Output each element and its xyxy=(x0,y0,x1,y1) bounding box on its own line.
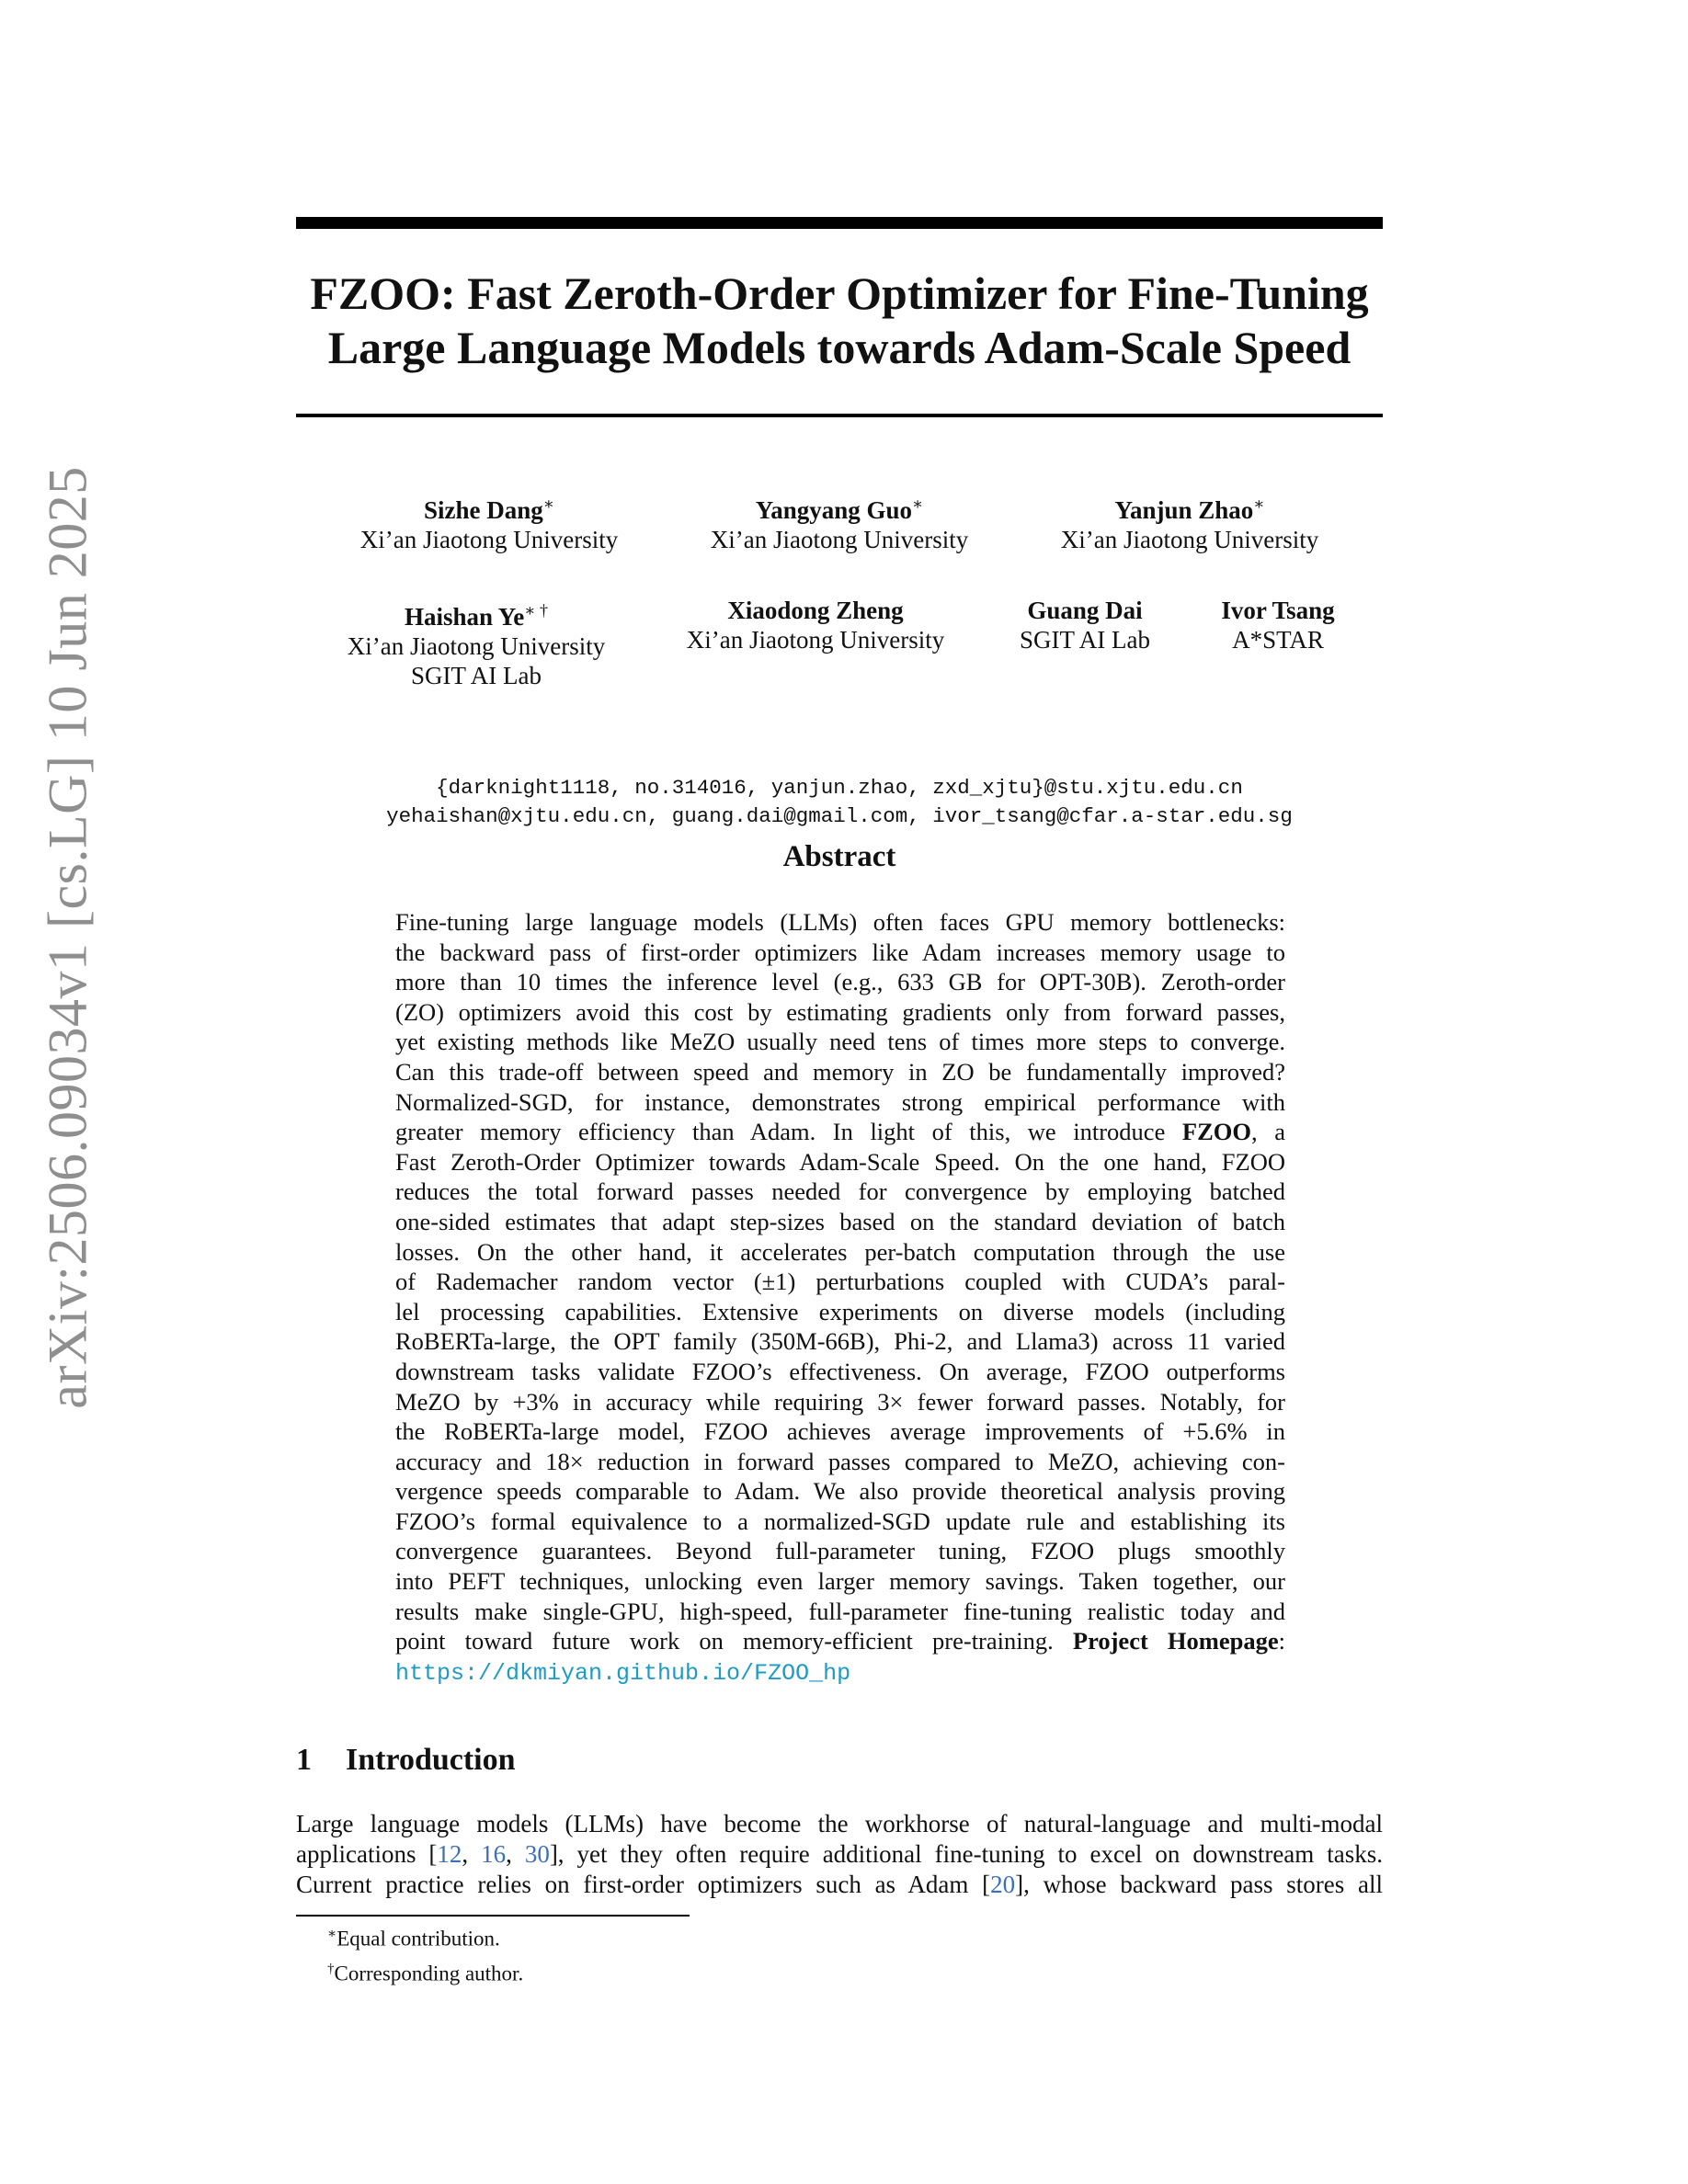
abstract-line: reduces the total forward passes needed for convergence by employing batched xyxy=(395,1177,1285,1206)
citation-link[interactable]: 12 xyxy=(437,1840,462,1868)
author-affiliation: Xi’an Jiaotong University xyxy=(359,526,619,553)
abstract-line: more than 10 times the inference level (e.g., 633 GB for OPT-30B). Zeroth-order xyxy=(395,968,1285,996)
citation-link[interactable]: 30 xyxy=(524,1840,550,1868)
author-name: Sizhe Dang xyxy=(423,496,543,524)
abstract-line: results make single-GPU, high-speed, full-parameter fine-tuning realistic today and xyxy=(395,1597,1285,1625)
intro-line: Large language models (LLMs) have become the workhorse of natural-language and multi-modal xyxy=(296,1810,1383,1837)
author-name: Xiaodong Zheng xyxy=(727,597,904,624)
homepage-label: Project Homepage xyxy=(1072,1627,1279,1655)
author-affiliation: Xi’an Jiaotong University xyxy=(1060,526,1319,553)
abstract-line: losses. On the other hand, it accelerates per-batch computation through the use xyxy=(395,1237,1285,1266)
abstract-line: Fine-tuning large language models (LLMs) often faces GPU memory bottlenecks: xyxy=(395,908,1285,936)
abstract-line: RoBERTa-large, the OPT family (350M-66B), Phi-2, and Llama3) across 11 varied xyxy=(395,1327,1285,1356)
citation-link[interactable]: 16 xyxy=(481,1840,507,1868)
author-name: Yangyang Guo xyxy=(755,496,913,524)
footnote-mark: † xyxy=(327,1961,335,1976)
author-affiliation: Xi’an Jiaotong University xyxy=(686,626,945,654)
author-name: Guang Dai xyxy=(1027,597,1143,624)
author-block xyxy=(1020,596,1150,654)
author-affiliation: Xi’an Jiaotong University xyxy=(710,526,969,553)
abstract-line: accuracy and 18× reduction in forward passes compared to MeZO, achieving con- xyxy=(395,1447,1285,1475)
footnote xyxy=(327,1919,523,1954)
title-top-rule xyxy=(296,217,1383,229)
footnote-rule xyxy=(296,1915,690,1917)
author-affiliation: A*STAR xyxy=(1232,626,1324,654)
author-block xyxy=(1061,489,1318,554)
abstract-line: Fast Zeroth-Order Optimizer towards Adam-Scale Speed. On the one hand, FZOO xyxy=(395,1147,1285,1176)
abstract-line: Can this trade-off between speed and memory in ZO be fundamentally improved? xyxy=(395,1057,1285,1086)
footnote xyxy=(327,1954,523,1989)
abstract-line: MeZO by +3% in accuracy while requiring 3× fewer forward passes. Notably, for xyxy=(395,1387,1285,1416)
author-mark: ∗ xyxy=(912,495,924,513)
abstract-line: the RoBERTa-large model, FZOO achieves average improvements of +5.6% in xyxy=(395,1417,1285,1446)
author-name: Haishan Ye xyxy=(404,603,525,631)
abstract-line: point toward future work on memory-efficient pre-training. Project Homepage: xyxy=(395,1627,1285,1655)
footnotes xyxy=(327,1919,523,1988)
footnote-text: Equal contribution. xyxy=(336,1927,500,1951)
author-emails xyxy=(296,774,1383,831)
abstract-line: one-sided estimates that adapt step-sizes based on the standard deviation of batch xyxy=(395,1207,1285,1235)
title-line-1: FZOO: Fast Zeroth-Order Optimizer for Fine-Tuning xyxy=(310,267,1369,319)
section-heading xyxy=(296,1742,516,1779)
email-line: {darknight1118, no.314016, yanjun.zhao, zxd_xjtu}@stu.xjtu.edu.cn xyxy=(436,776,1243,800)
author-block xyxy=(687,596,944,654)
author-affiliation: SGIT AI Lab xyxy=(411,662,542,689)
intro-line: Current practice relies on first-order optimizers such as Adam [20], whose backward pass stores all xyxy=(296,1871,1384,1898)
abstract-line: the backward pass of first-order optimizers like Adam increases memory usage to xyxy=(395,938,1285,966)
abstract-line: of Rademacher random vector (±1) perturbations coupled with CUDA’s paral- xyxy=(395,1268,1285,1296)
title-line-2: Large Language Models towards Adam-Scale Speed xyxy=(327,322,1352,373)
abstract-line: FZOO’s formal equivalence to a normalized-SGD update rule and establishing its xyxy=(395,1507,1285,1535)
abstract-line: downstream tasks validate FZOO’s effectiveness. On average, FZOO outperforms xyxy=(395,1357,1285,1385)
abstract-line: vergence speeds comparable to Adam. We also provide theoretical analysis proving xyxy=(395,1477,1285,1506)
citation-link[interactable]: 20 xyxy=(990,1871,1016,1898)
author-mark: ∗ xyxy=(1253,495,1265,513)
section-title: Introduction xyxy=(346,1743,516,1777)
abstract-line: into PEFT techniques, unlocking even larger memory savings. Taken together, our xyxy=(395,1567,1285,1596)
author-block xyxy=(711,489,968,554)
author-block xyxy=(1221,596,1334,654)
author-block xyxy=(360,489,618,554)
footnote-mark: ∗ xyxy=(327,1927,337,1941)
author-name: Ivor Tsang xyxy=(1221,597,1335,624)
email-line: yehaishan@xjtu.edu.cn, guang.dai@gmail.com, ivor_tsang@cfar.a-star.edu.sg xyxy=(386,804,1293,828)
abstract-line xyxy=(395,1656,1285,1687)
author-name: Yanjun Zhao xyxy=(1114,496,1254,524)
abstract-line: lel processing capabilities. Extensive experiments on diverse models (including xyxy=(395,1297,1285,1325)
intro-paragraph xyxy=(296,1809,1383,1900)
author-block xyxy=(348,596,605,690)
intro-line: applications [12, 16, 30], yet they often require additional fine-tuning to excel on downstream tasks. xyxy=(296,1840,1383,1868)
author-affiliation: Xi’an Jiaotong University xyxy=(347,632,606,660)
project-homepage-link[interactable]: https://dkmiyan.github.io/FZOO_hp xyxy=(395,1659,851,1687)
paper-title xyxy=(296,267,1383,375)
abstract-line: convergence guarantees. Beyond full-parameter tuning, FZOO plugs smoothly xyxy=(395,1537,1285,1565)
author-affiliation: SGIT AI Lab xyxy=(1020,626,1150,654)
abstract-line: Normalized-SGD, for instance, demonstrates strong empirical performance with xyxy=(395,1087,1285,1116)
author-mark: ∗ † xyxy=(524,601,548,620)
abstract-line: yet existing methods like MeZO usually need tens of times more steps to converge. xyxy=(395,1028,1285,1056)
author-mark: ∗ xyxy=(542,495,554,513)
arxiv-identifier: arXiv:2506.09034v1 [cs.LG] 10 Jun 2025 xyxy=(37,466,98,1409)
title-bottom-rule xyxy=(296,414,1383,417)
section-number: 1 xyxy=(296,1743,312,1777)
footnote-text: Corresponding author. xyxy=(334,1962,524,1985)
abstract-body xyxy=(395,907,1285,1686)
abstract-heading: Abstract xyxy=(782,840,896,873)
fzoo-bold: FZOO xyxy=(1181,1118,1252,1146)
abstract-line: (ZO) optimizers avoid this cost by estimating gradients only from forward passes, xyxy=(395,997,1285,1026)
abstract-line: greater memory efficiency than Adam. In light of this, we introduce FZOO, a xyxy=(395,1118,1285,1146)
